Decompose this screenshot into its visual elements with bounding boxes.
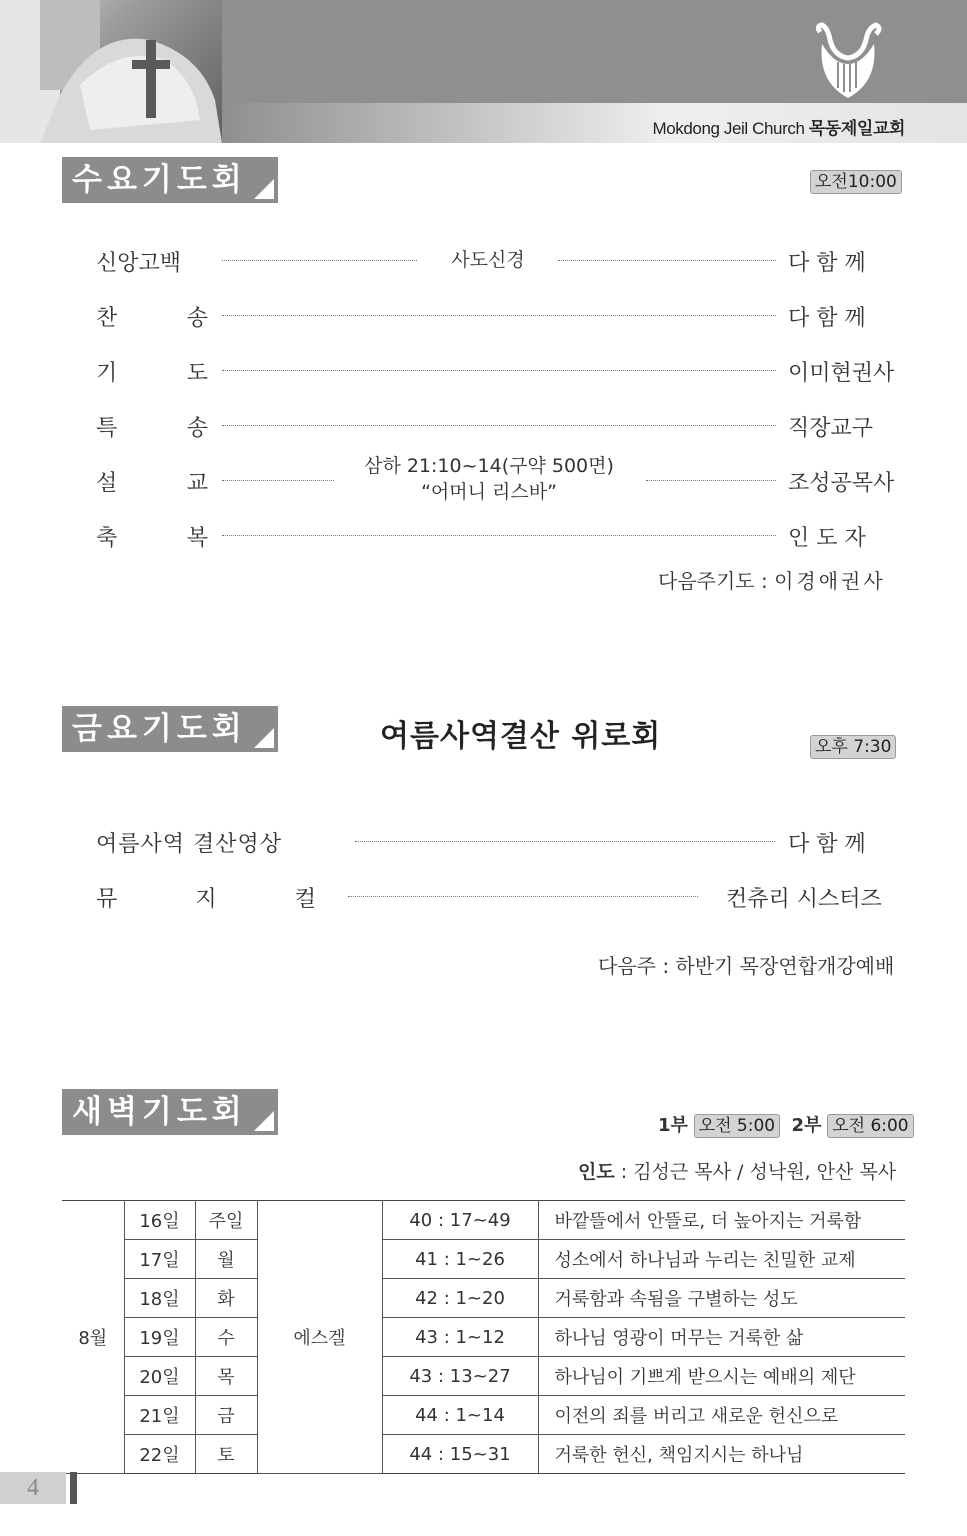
sermon-title: “어머니 리스바” (421, 481, 557, 503)
dotted-leader (222, 425, 776, 426)
day-cell: 수 (195, 1318, 257, 1357)
table-row (62, 1201, 905, 1240)
verse-cell: 42 : 1~20 (382, 1279, 538, 1318)
corner-fold-icon (254, 1111, 274, 1131)
fri-row1-right: 다 함 께 (788, 832, 866, 857)
sermon-scripture: 삼하 21:10~14(구약 500면) (364, 455, 614, 477)
wed-row1-center: 사도신경 (451, 249, 525, 271)
dotted-leader (222, 370, 776, 371)
part2-label: 2부 (791, 1115, 822, 1136)
wed-row2-right: 다 함 께 (788, 306, 866, 331)
fri-next-service: 다음주 : 하반기 목장연합개강예배 (598, 954, 895, 978)
wed-row3-right: 이미현권사 (788, 361, 895, 386)
dotted-leader (646, 480, 776, 481)
fri-row2-right: 컨츄리 시스터즈 (726, 887, 882, 912)
wed-row3-label: 기 도 (96, 361, 208, 386)
day-cell: 목 (195, 1357, 257, 1396)
title-cell: 바깥뜰에서 안뜰로, 더 높아지는 거룩함 (538, 1201, 905, 1240)
wed-row6-label: 축 복 (96, 526, 208, 551)
friday-title-text: 금요기도회 (72, 711, 247, 747)
church-name-en: Mokdong Jeil Church (652, 119, 805, 138)
date-cell: 22일 (124, 1435, 195, 1474)
part2-time-badge: 오전 6:00 (827, 1114, 913, 1138)
church-name (652, 114, 905, 139)
page-number-bar (70, 1472, 77, 1504)
church-name-ko: 목동제일교회 (808, 119, 905, 139)
table-row (62, 1240, 905, 1279)
date-cell: 20일 (124, 1357, 195, 1396)
wed-row2-label: 찬 송 (96, 306, 208, 331)
verse-cell: 40 : 17~49 (382, 1201, 538, 1240)
part1-time-badge: 오전 5:00 (694, 1114, 780, 1138)
wednesday-section-title (62, 157, 278, 203)
wed-row4-right: 직장교구 (788, 416, 874, 441)
dawn-schedule-table (62, 1200, 905, 1474)
wednesday-time-badge: 오전10:00 (810, 170, 902, 194)
day-cell: 토 (195, 1435, 257, 1474)
page-number: 4 (0, 1472, 66, 1504)
verse-cell: 43 : 13~27 (382, 1357, 538, 1396)
wed-next-prayer (658, 565, 886, 594)
table-row (62, 1279, 905, 1318)
month-cell: 8월 (62, 1201, 124, 1474)
wednesday-title-text: 수요기도회 (72, 162, 247, 198)
date-cell: 17일 (124, 1240, 195, 1279)
verse-cell: 44 : 15~31 (382, 1435, 538, 1474)
next-prayer-label: 다음주기도 : (658, 569, 768, 593)
date-cell: 19일 (124, 1318, 195, 1357)
verse-cell: 44 : 1~14 (382, 1396, 538, 1435)
wed-row6-right: 인 도 자 (788, 526, 866, 551)
dotted-leader (355, 841, 775, 842)
dotted-leader (222, 535, 776, 536)
praying-hands-photo (0, 0, 222, 143)
date-cell: 18일 (124, 1279, 195, 1318)
date-cell: 21일 (124, 1396, 195, 1435)
dawn-section-title (62, 1089, 278, 1135)
corner-fold-icon (254, 728, 274, 748)
day-cell: 월 (195, 1240, 257, 1279)
dawn-leaders (578, 1157, 896, 1184)
date-cell: 16일 (124, 1201, 195, 1240)
fri-row2-label: 뮤 지 컬 (96, 887, 316, 912)
wed-sermon-text (336, 453, 642, 505)
dotted-leader (222, 260, 417, 261)
table-row (62, 1396, 905, 1435)
leader-names: : 김성근 목사 / 성낙원, 안산 목사 (620, 1161, 897, 1183)
friday-subtitle: 여름사역결산 위로회 (380, 719, 662, 754)
wed-row4-label: 특 송 (96, 416, 208, 441)
wed-row1-right: 다 함 께 (788, 251, 866, 276)
leader-label: 인도 (578, 1161, 615, 1183)
friday-time-badge: 오후 7:30 (810, 735, 896, 759)
table-row (62, 1435, 905, 1474)
title-cell: 하나님 영광이 머무는 거룩한 삶 (538, 1318, 905, 1357)
lyre-logo-icon (812, 22, 884, 104)
title-cell: 이전의 죄를 버리고 새로운 헌신으로 (538, 1396, 905, 1435)
wed-row1-label: 신앙고백 (96, 251, 182, 276)
day-cell: 금 (195, 1396, 257, 1435)
dawn-times (658, 1111, 914, 1138)
part1-label: 1부 (658, 1115, 688, 1136)
table-row (62, 1357, 905, 1396)
dawn-title-text: 새벽기도회 (72, 1094, 247, 1130)
wed-row5-right: 조성공목사 (788, 471, 895, 496)
title-cell: 거룩함과 속됨을 구별하는 성도 (538, 1279, 905, 1318)
verse-cell: 41 : 1~26 (382, 1240, 538, 1279)
page-header (0, 0, 967, 143)
table-row (62, 1318, 905, 1357)
fri-row1-label: 여름사역 결산영상 (96, 832, 283, 857)
dotted-leader (222, 480, 334, 481)
day-cell: 화 (195, 1279, 257, 1318)
book-cell: 에스겔 (257, 1201, 382, 1474)
title-cell: 거룩한 헌신, 책임지시는 하나님 (538, 1435, 905, 1474)
friday-section-title (62, 706, 278, 752)
day-cell: 주일 (195, 1201, 257, 1240)
title-cell: 성소에서 하나님과 누리는 친밀한 교제 (538, 1240, 905, 1279)
title-cell: 하나님이 기쁘게 받으시는 예배의 제단 (538, 1357, 905, 1396)
verse-cell: 43 : 1~12 (382, 1318, 538, 1357)
corner-fold-icon (254, 179, 274, 199)
next-prayer-name: 이경애권사 (774, 569, 886, 593)
wed-row5-label: 설 교 (96, 471, 208, 496)
dotted-leader (222, 315, 776, 316)
dotted-leader (558, 260, 776, 261)
dotted-leader (348, 896, 698, 897)
